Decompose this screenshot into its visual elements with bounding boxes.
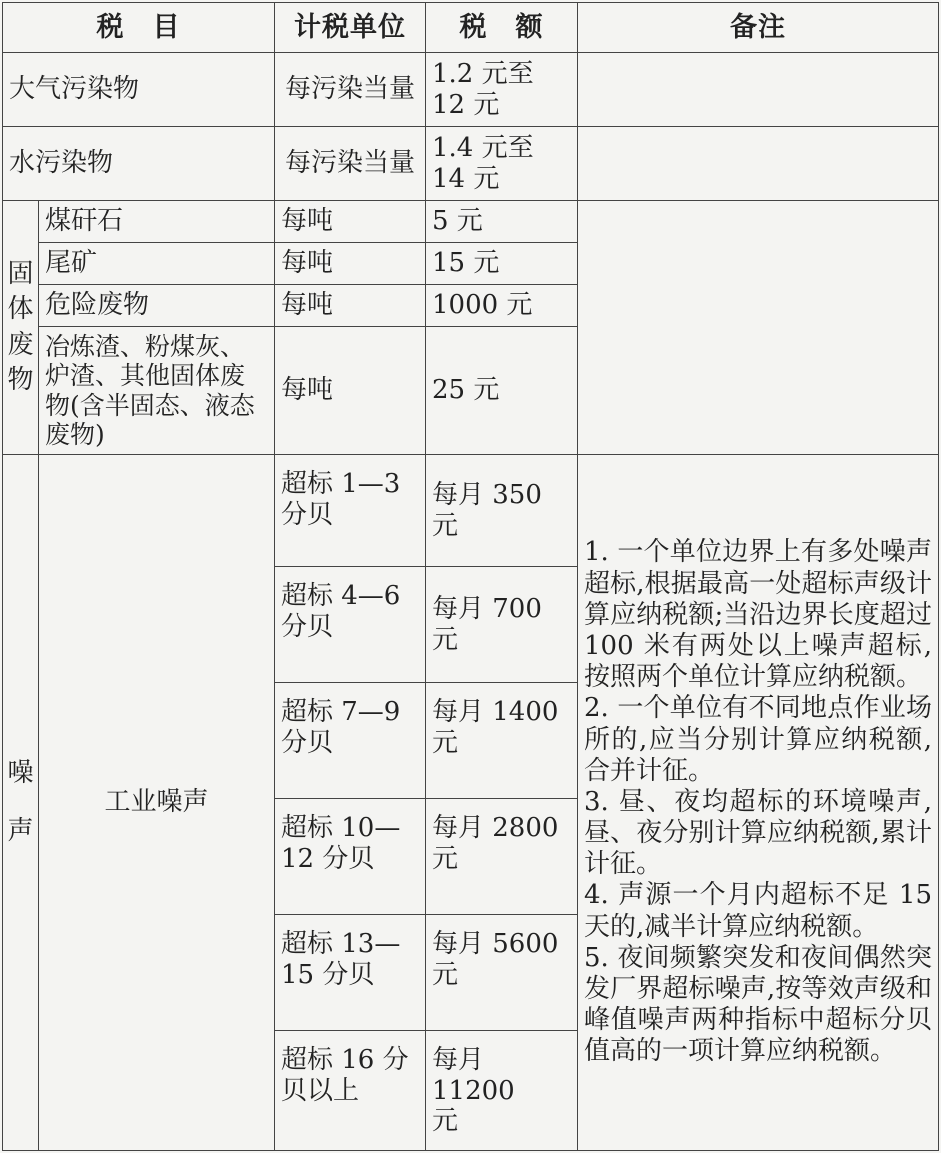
noise-remarks	[578, 455, 939, 1151]
solid-waste-group-label: 固 体 废 物	[3, 201, 39, 455]
solid-amount: 5 元	[426, 201, 578, 243]
note-item: 1. 一个单位边界上有多处噪声超标,根据最高一处超标声级计算应纳税额;当沿边界长度超过 100 米有两处以上噪声超标,按照两个单位计算应纳税额。	[584, 537, 932, 693]
noise-amount: 每月 2800 元	[426, 799, 578, 915]
table-row	[3, 201, 939, 243]
air-unit: 每污染当量	[275, 53, 426, 127]
noise-unit: 超标 1—3 分贝	[275, 455, 426, 567]
noise-unit: 超标 10— 12 分贝	[275, 799, 426, 915]
header-tax-item: 税 目	[3, 3, 275, 53]
table-row	[3, 53, 939, 127]
noise-amount: 每月 350 元	[426, 455, 578, 567]
water-remark	[578, 127, 939, 201]
solid-remark	[578, 201, 939, 455]
solid-unit: 每吨	[275, 285, 426, 327]
noise-amount: 每月 700 元	[426, 567, 578, 683]
water-item: 水污染物	[3, 127, 275, 201]
table-row	[3, 127, 939, 201]
noise-unit: 超标 13— 15 分贝	[275, 915, 426, 1031]
header-tax-amount: 税 额	[426, 3, 578, 53]
noise-amount: 每月 1400 元	[426, 683, 578, 799]
solid-unit: 每吨	[275, 201, 426, 243]
noise-unit: 超标 7—9 分贝	[275, 683, 426, 799]
note-item: 2. 一个单位有不同地点作业场所的,应当分别计算应纳税额,合并计征。	[584, 693, 932, 786]
water-unit: 每污染当量	[275, 127, 426, 201]
note-item: 5. 夜间频繁突发和夜间偶然突发厂界超标噪声,按等效声级和峰值噪声两种指标中超标分贝值高的一项计算应纳税额。	[584, 942, 932, 1067]
noise-amount: 每月 11200 元	[426, 1031, 578, 1151]
solid-amount: 1000 元	[426, 285, 578, 327]
noise-amount: 每月 5600 元	[426, 915, 578, 1031]
water-amount: 1.4 元至 14 元	[426, 127, 578, 201]
header-tax-unit: 计税单位	[275, 3, 426, 53]
table-row	[3, 455, 939, 567]
header-row	[3, 3, 939, 53]
air-item: 大气污染物	[3, 53, 275, 127]
solid-unit: 每吨	[275, 327, 426, 455]
noise-unit: 超标 4—6 分贝	[275, 567, 426, 683]
solid-amount: 25 元	[426, 327, 578, 455]
air-remark	[578, 53, 939, 127]
air-amount: 1.2 元至 12 元	[426, 53, 578, 127]
noise-unit: 超标 16 分 贝以上	[275, 1031, 426, 1151]
solid-item: 尾矿	[39, 243, 275, 285]
note-item: 3. 昼、夜均超标的环境噪声,昼、夜分别计算应纳税额,累计计征。	[584, 786, 932, 880]
tax-table	[2, 2, 939, 1151]
noise-item: 工业噪声	[39, 455, 275, 1151]
solid-item: 煤矸石	[39, 201, 275, 243]
note-item: 4. 声源一个月内超标不足 15 天的,减半计算应纳税额。	[584, 880, 932, 942]
solid-item: 冶炼渣、粉煤灰、炉渣、其他固体废物(含半固态、液态废物)	[39, 327, 275, 455]
solid-unit: 每吨	[275, 243, 426, 285]
noise-group-label: 噪 声	[3, 455, 39, 1151]
header-remarks: 备注	[578, 3, 939, 53]
solid-amount: 15 元	[426, 243, 578, 285]
solid-item: 危险废物	[39, 285, 275, 327]
